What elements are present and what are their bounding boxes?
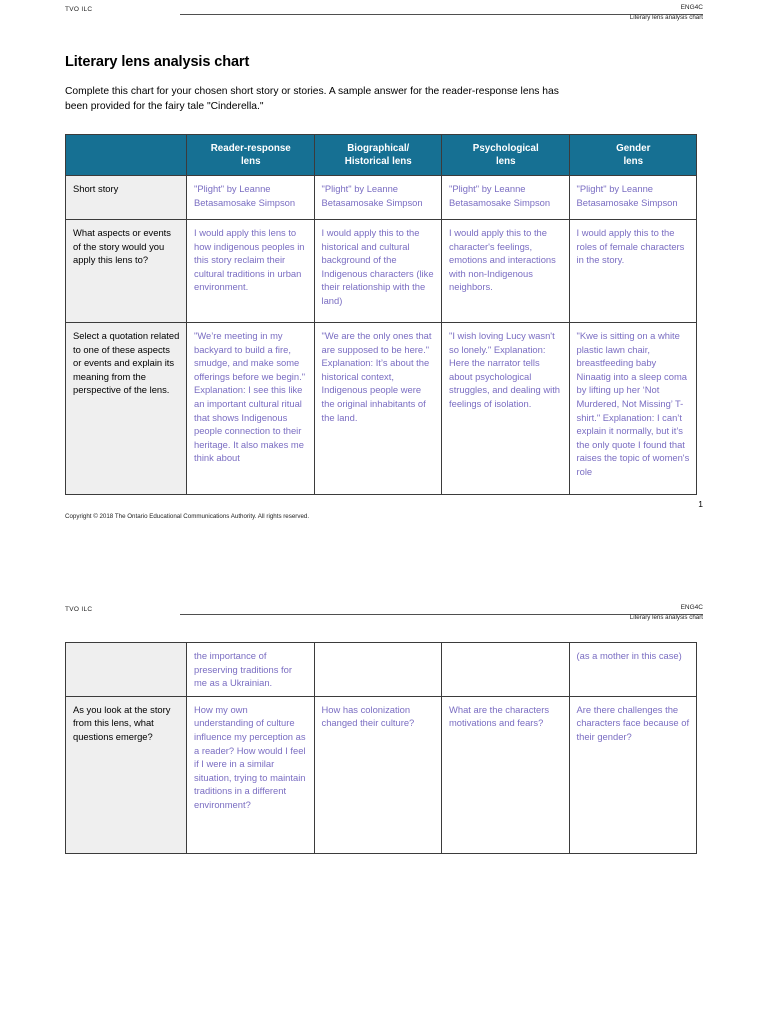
column-header-psychological: [442, 135, 570, 176]
column-header-biographical-historical: [314, 135, 442, 176]
table-row-short-story: [66, 176, 697, 220]
table-row-aspects-events: [66, 220, 697, 323]
cell-quotation-gender[interactable]: "Kwe is sitting on a white plastic lawn chair, breastfeeding baby Ninaatig into a sleep coma by lifting up her ‘Not Murdered, Not Missing’ T-shirt." Explanation: I can’t explain it normally, but it’s the only quote I found that raises the topic of women's role: [569, 323, 697, 495]
literary-lens-analysis-table-page-2: [65, 642, 697, 854]
header-course-code: ENG4C: [680, 604, 703, 611]
column-header-line-1: Biographical/: [347, 143, 410, 154]
cell-short-story-biographical-historical[interactable]: "Plight" by Leanne Betasamosake Simpson: [314, 176, 442, 220]
header-document-title: Literary lens analysis chart: [629, 14, 703, 21]
cell-questions-psychological[interactable]: What are the characters motivations and fears?: [442, 696, 570, 853]
cell-quotation-continued-psychological[interactable]: [442, 643, 570, 697]
page-number: 1: [698, 499, 703, 509]
table-row-questions: [66, 696, 697, 853]
cell-quotation-psychological[interactable]: "I wish loving Lucy wasn't so lonely." Explanation: Here the narrator tells about psychological struggles, and dealing with feelings of isolation.: [442, 323, 570, 495]
lens-chart-container-continued: [65, 642, 703, 854]
cell-aspects-reader-response[interactable]: I would apply this lens to how indigenous peoples in this story reclaim their cultural traditions in urban environment.: [187, 220, 315, 323]
cell-aspects-psychological[interactable]: I would apply this to the character's feelings, emotions and interactions with non-Indigenous neighbors.: [442, 220, 570, 323]
column-header-line-2: lens: [623, 156, 644, 167]
header-rule-divider: [180, 14, 703, 15]
running-header-page-1: [65, 0, 703, 28]
document-page-2: [0, 600, 768, 1024]
cell-short-story-gender[interactable]: "Plight" by Leanne Betasamosake Simpson: [569, 176, 697, 220]
column-header-line-1: Psychological: [472, 143, 539, 154]
row-prompt-aspects-events: What aspects or events of the story would you apply this lens to?: [66, 220, 187, 323]
column-header-line-2: lens: [240, 156, 261, 167]
column-header-gender: [569, 135, 697, 176]
cell-short-story-reader-response[interactable]: "Plight" by Leanne Betasamosake Simpson: [187, 176, 315, 220]
copyright-notice: Copyright © 2018 The Ontario Educational Communications Authority. All rights reserved.: [65, 513, 310, 520]
cell-short-story-psychological[interactable]: "Plight" by Leanne Betasamosake Simpson: [442, 176, 570, 220]
lens-chart-container: [65, 134, 703, 495]
cell-quotation-biographical-historical[interactable]: "We are the only ones that are supposed to be here." Explanation: It’s about the historical context, Indigenous people were the original inhabitants of the land.: [314, 323, 442, 495]
header-rule-divider: [180, 614, 703, 615]
cell-aspects-gender[interactable]: I would apply this to the roles of female characters in the story.: [569, 220, 697, 323]
column-header-line-1: Reader-response: [210, 143, 291, 154]
table-row-quotation: [66, 323, 697, 495]
row-prompt-quotation-continued: [66, 643, 187, 697]
cell-quotation-reader-response[interactable]: "We’re meeting in my backyard to build a fire, smudge, and make some offerings before we begin." Explanation: I see this like an important cultural ritual that shows Indigenous people connection to their heritage. It also makes me think about: [187, 323, 315, 495]
column-header-line-2: Historical lens: [344, 156, 412, 167]
cell-quotation-continued-biographical-historical[interactable]: [314, 643, 442, 697]
cell-aspects-biographical-historical[interactable]: I would apply this to the historical and cultural background of the Indigenous characters (like their relationship with the land): [314, 220, 442, 323]
header-organization-label: TVO ILC: [65, 6, 93, 13]
header-course-code: ENG4C: [680, 4, 703, 11]
running-header-page-2: [65, 600, 703, 628]
column-header-reader-response: [187, 135, 315, 176]
table-row-quotation-continued: [66, 643, 697, 697]
column-header-line-2: lens: [495, 156, 516, 167]
row-prompt-quotation: Select a quotation related to one of these aspects or events and explain its meaning from the perspective of the lens.: [66, 323, 187, 495]
page-title: Literary lens analysis chart: [65, 54, 250, 70]
row-prompt-questions: As you look at the story from this lens, what questions emerge?: [66, 696, 187, 853]
cell-quotation-continued-gender[interactable]: (as a mother in this case): [569, 643, 697, 697]
header-organization-label: TVO ILC: [65, 606, 93, 613]
header-document-title: Literary lens analysis chart: [629, 614, 703, 621]
row-prompt-short-story: Short story: [66, 176, 187, 220]
column-header-line-1: Gender: [616, 143, 651, 154]
cell-quotation-continued-reader-response[interactable]: the importance of preserving traditions for me as a Ukrainian.: [187, 643, 315, 697]
literary-lens-analysis-table-page-1: [65, 134, 697, 495]
running-footer-page-1: [65, 499, 703, 527]
intro-paragraph: Complete this chart for your chosen short story or stories. A sample answer for the reader-response lens has been provided for the fairy tale "Cinderella.": [65, 86, 559, 112]
cell-questions-gender[interactable]: Are there challenges the characters face because of their gender?: [569, 696, 697, 853]
cell-questions-reader-response[interactable]: How my own understanding of culture influence my perception as a reader? How would I feel if I were in a similar situation, trying to maintain traditions in a different environment?: [187, 696, 315, 853]
column-header-blank: [66, 135, 187, 176]
table-header-row: [66, 135, 697, 176]
cell-questions-biographical-historical[interactable]: How has colonization changed their culture?: [314, 696, 442, 853]
